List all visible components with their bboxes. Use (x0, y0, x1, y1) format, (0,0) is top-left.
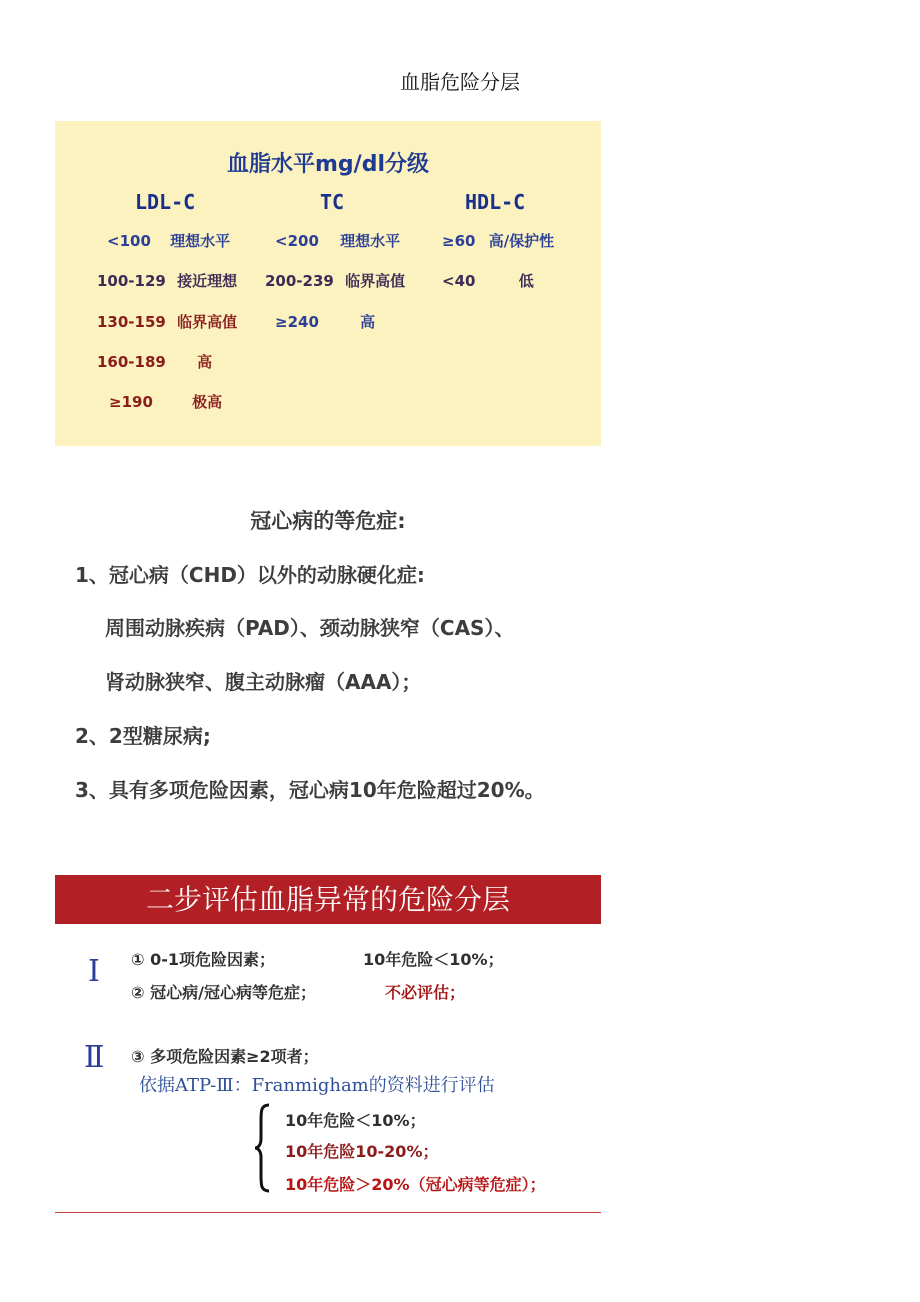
tc-row (275, 311, 375, 332)
chd-item: 周围动脉疾病（PAD）、颈动脉狭窄（CAS）、 (105, 616, 515, 640)
ldl-range: 160-189 (97, 353, 166, 371)
ldl-row (97, 351, 212, 372)
hdl-label: 低 (518, 272, 534, 290)
chd-item: 肾动脉狭窄、腹主动脉瘤（AAA）； (105, 670, 422, 694)
column-tc: TC (320, 190, 345, 214)
step-one-line (131, 980, 466, 1003)
chd-item: 2、2型糖尿病; (75, 724, 211, 748)
hdl-label: 高/保护性 (488, 232, 555, 250)
ldl-row (97, 270, 237, 291)
tc-row (275, 230, 400, 251)
step-one-text: ② 冠心病/冠心病等危症； (131, 983, 316, 1002)
lipid-table-heading: 血脂水平mg/dl分级 (227, 152, 429, 177)
chd-equivalents-title: 冠心病的等危症: (250, 509, 406, 533)
hdl-range: <40 (442, 272, 476, 290)
risk-level-medium: 10年危险10-20%； (285, 1142, 439, 1161)
step-one-line (131, 947, 504, 970)
tc-label: 高 (360, 313, 376, 331)
ldl-range: <100 (107, 232, 151, 250)
step-two-line: ③ 多项危险因素≥2项者； (131, 1047, 319, 1066)
tc-range: 200-239 (265, 272, 334, 290)
ldl-label: 接近理想 (177, 272, 238, 290)
hdl-row (442, 230, 554, 251)
ldl-row (107, 230, 230, 251)
lipid-level-panel (55, 121, 601, 446)
bottom-divider (55, 1212, 601, 1213)
ldl-range: 130-159 (97, 313, 166, 331)
ldl-label: 极高 (192, 393, 223, 411)
column-ldl: LDL-C (135, 190, 196, 214)
risk-level-low: 10年危险＜10%； (285, 1111, 426, 1130)
step-two-mark: Ⅱ (84, 1040, 105, 1075)
tc-range: <200 (275, 232, 319, 250)
risk-level-high: 10年危险＞20%（冠心病等危症）； (285, 1175, 546, 1194)
ldl-row (97, 311, 237, 332)
tc-label: 理想水平 (340, 232, 401, 250)
ldl-range: ≥190 (109, 393, 153, 411)
ldl-label: 理想水平 (170, 232, 231, 250)
tc-row (265, 270, 405, 291)
hdl-range: ≥60 (442, 232, 476, 250)
page-title: 血脂危险分层 (400, 70, 520, 94)
step-one-mark: Ⅰ (88, 954, 100, 989)
chd-equivalents-panel (55, 490, 601, 810)
chd-item: 3、具有多项危险因素，冠心病10年危险超过20%。 (75, 778, 545, 802)
atp-reference-line: 依据ATP-Ⅲ：Franmigham的资料进行评估 (139, 1075, 495, 1096)
ldl-row (109, 391, 222, 412)
ldl-range: 100-129 (97, 272, 166, 290)
tc-range: ≥240 (275, 313, 319, 331)
step-one-result: 不必评估； (385, 983, 466, 1002)
curly-brace-icon (253, 1103, 273, 1193)
step-one-result: 10年危险＜10%； (363, 950, 504, 969)
step-one-text: ① 0-1项危险因素； (131, 950, 276, 969)
chd-item: 1、冠心病（CHD）以外的动脉硬化症: (75, 563, 425, 587)
column-hdl: HDL-C (465, 190, 526, 214)
tc-label: 临界高值 (345, 272, 406, 290)
hdl-row (442, 270, 534, 291)
ldl-label: 高 (197, 353, 213, 371)
assessment-banner: 二步评估血脂异常的危险分层 (55, 875, 601, 924)
ldl-label: 临界高值 (177, 313, 238, 331)
